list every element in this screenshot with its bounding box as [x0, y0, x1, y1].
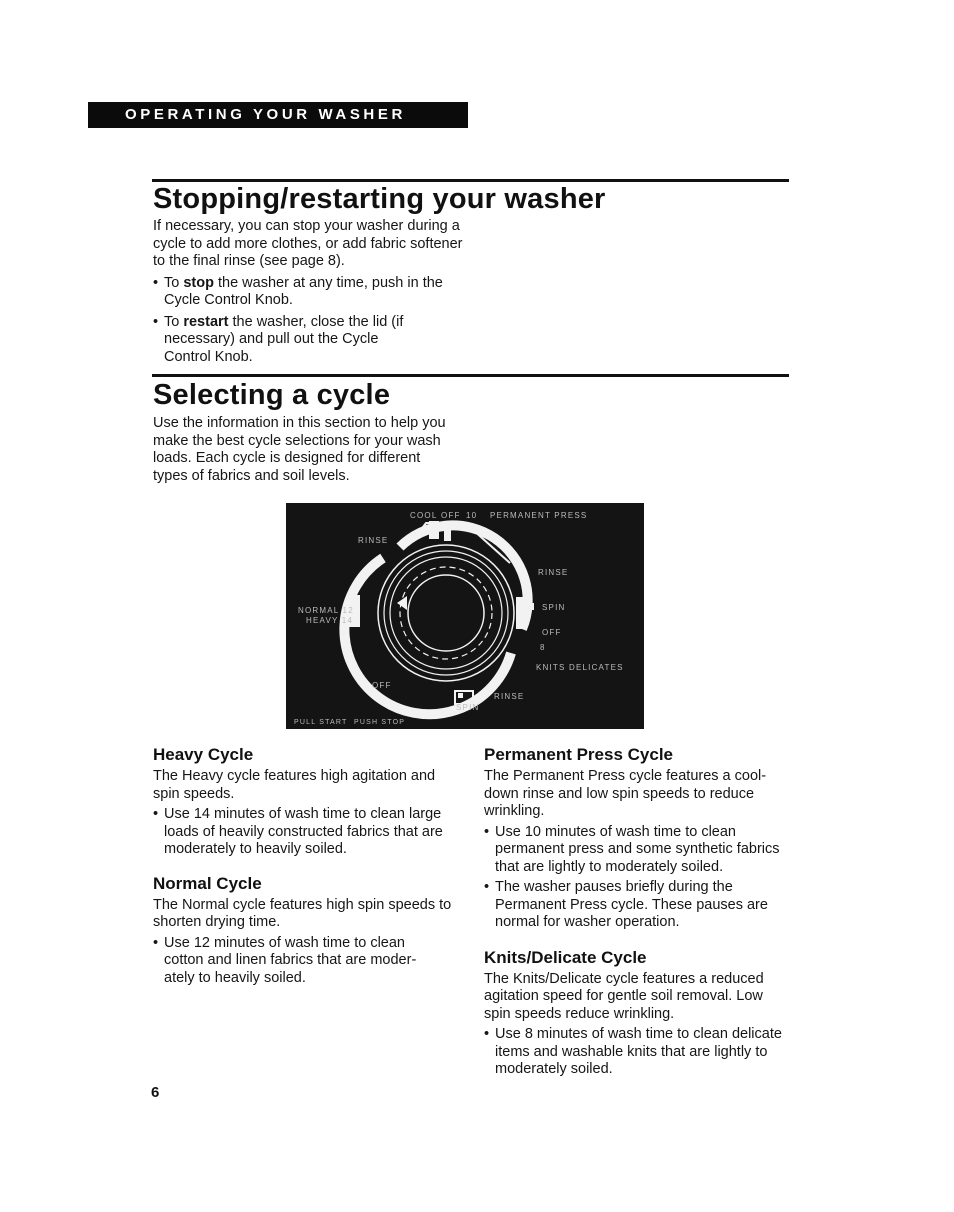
normal-cycle-bullet: • Use 12 minutes of wash time to clean cotton and linen fabrics that are moder- ately to heavily soiled. [153, 935, 439, 988]
selecting-title: Selecting a cycle [153, 379, 391, 411]
dial-marker [527, 603, 534, 610]
cycle-dial-svg [286, 503, 644, 729]
normal-cycle-title: Normal Cycle [153, 873, 262, 893]
knits-delicate-bullet: • Use 8 minutes of wash time to clean delicate items and washable knits that are lightly to moderately soiled. [484, 1026, 785, 1079]
section-rule [152, 374, 789, 377]
dial-label-off-right: OFF [542, 628, 562, 637]
permanent-press-bullet: • The washer pauses briefly during the Permanent Press cycle. These pauses are normal for washer operation. [484, 879, 795, 932]
restart-keyword: restart [183, 313, 229, 330]
knits-delicate-cycle-title: Knits/Delicate Cycle [484, 947, 647, 967]
stopping-title: Stopping/restarting your washer [153, 183, 606, 215]
permanent-press-bullet: • Use 10 minutes of wash time to clean permanent press and some synthetic fabrics that are lightly to moderately soiled. [484, 824, 787, 877]
stopping-bullet-restart: • To restart the washer, close the lid (if necessary) and pull out the Cycle Control Knob. [153, 314, 429, 367]
dial-label-heavy: HEAVY 14 [306, 616, 354, 625]
dial-label-ten: 10 [466, 511, 478, 520]
stopping-section-body [153, 218, 471, 366]
dial-label-knits-delicates: KNITS DELICATES [536, 663, 624, 672]
dial-ring [384, 551, 508, 675]
knits-delicate-cycle-desc: The Knits/Delicate cycle features a reduced agitation speed for gentle soil removal. Low spin speeds reduce wrinkling. [484, 970, 764, 1022]
selecting-intro: Use the information in this section to help you make the best cycle selections for your wash loads. Each cycle is designed for different types of fabrics and soil levels. [153, 415, 446, 484]
dial-label-normal: NORMAL 12 [298, 606, 354, 615]
dial-label-permanent-press: PERMANENT PRESS [490, 511, 588, 520]
dial-label-rinse-bottom: RINSE [494, 692, 525, 701]
dial-label-spin-right: SPIN [542, 603, 566, 612]
dial-label-spin-bottom: SPIN [456, 703, 480, 712]
heavy-cycle-desc: The Heavy cycle features high agitation and spin speeds. [153, 768, 436, 802]
dial-marker [429, 521, 439, 539]
stopping-bullet-stop: • To stop the washer at any time, push in the Cycle Control Knob. [153, 275, 471, 310]
page-number: 6 [151, 1084, 160, 1101]
dial-label-eight: 8 [540, 643, 546, 652]
heavy-cycle-title: Heavy Cycle [153, 745, 254, 764]
section-banner: OPERATING YOUR WASHER [88, 102, 468, 128]
dial-knob [408, 575, 484, 651]
dial-label-rinse-left: RINSE [358, 536, 389, 545]
right-cycle-column [484, 745, 790, 1079]
permanent-press-cycle-title: Permanent Press Cycle [484, 745, 673, 764]
dial-label-rinse-right: RINSE [538, 568, 569, 577]
dial-label-pull-start: PULL START [294, 719, 348, 726]
heavy-cycle-bullet: • Use 14 minutes of wash time to clean large loads of heavily constructed fabrics that are moderately to heavily soiled. [153, 806, 456, 859]
dial-ring [390, 557, 502, 669]
stop-keyword: stop [183, 274, 214, 291]
dial-marker [444, 523, 451, 541]
dial-marker [516, 597, 524, 629]
stopping-intro: If necessary, you can stop your washer during a cycle to add more clothes, or add fabric softener to the final rinse (see page 8). [153, 218, 463, 269]
dial-label-push-stop: PUSH STOP [354, 719, 406, 726]
dial-label-cool: COOL [410, 511, 438, 520]
dial-label-off-bottom: OFF [372, 681, 392, 690]
dial-marker [397, 596, 407, 610]
dial-dashed-ring [400, 567, 492, 659]
dial-marker [458, 693, 463, 698]
dial-label-off-top: OFF [441, 511, 461, 520]
normal-cycle-desc: The Normal cycle features high spin speeds to shorten drying time. [153, 896, 452, 930]
permanent-press-cycle-desc: The Permanent Press cycle features a cool- down rinse and low spin speeds to reduce wrinkling. [484, 768, 767, 819]
dial-ring [378, 545, 514, 681]
cycle-dial-illustration [286, 503, 644, 729]
left-cycle-column [153, 745, 458, 987]
